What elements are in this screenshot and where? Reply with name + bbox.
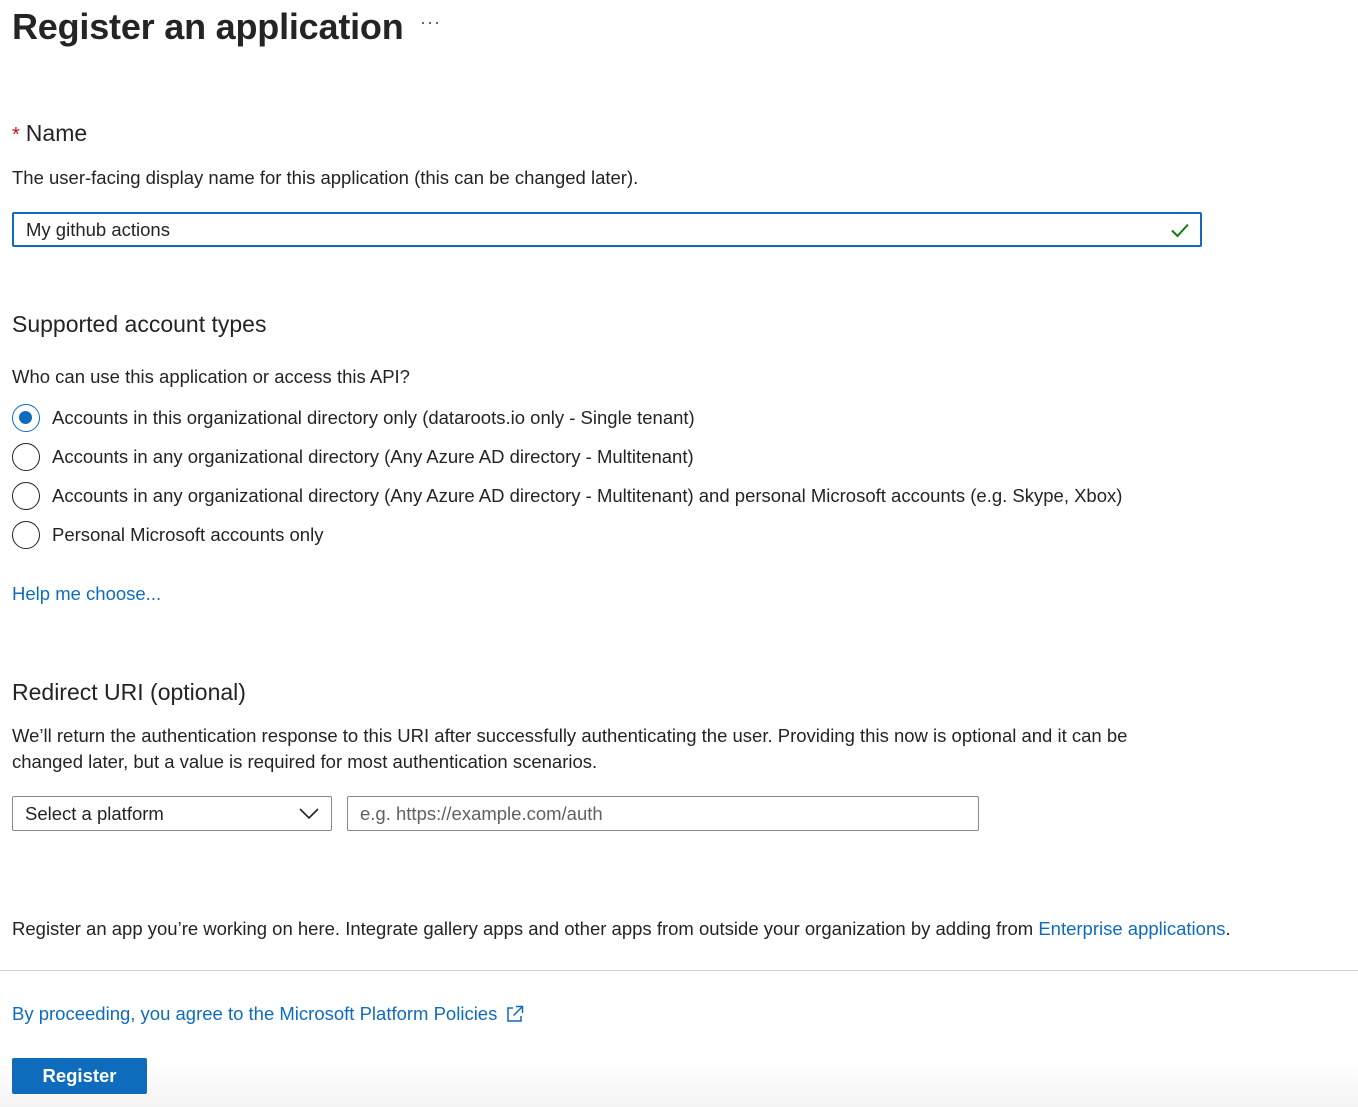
name-heading-label: Name	[25, 120, 88, 146]
more-options-button[interactable]: ···	[420, 12, 441, 32]
radio-button-selected[interactable]	[12, 404, 40, 432]
platform-select-value: Select a platform	[25, 802, 164, 824]
platform-policies-link[interactable]	[12, 1003, 525, 1025]
redirect-uri-input[interactable]	[347, 796, 979, 831]
info-text-suffix: .	[1225, 918, 1231, 939]
external-link-icon	[505, 1004, 525, 1024]
radio-multitenant-personal[interactable]	[12, 482, 1122, 510]
info-text-body: Register an app you’re working on here. Integrate gallery apps and other apps from outside your organization by adding from	[12, 918, 1039, 939]
footer-bar	[0, 1060, 1358, 1107]
name-input-wrapper	[12, 212, 1202, 247]
radio-label: Personal Microsoft accounts only	[52, 524, 324, 545]
redirect-heading: Redirect URI (optional)	[12, 679, 246, 705]
redirect-description: We’ll return the authentication response to this URI after successfully authenticating the user. Providing this now is optional and it can be changed later, but a value is required for most authentication scenarios.	[12, 725, 1128, 772]
radio-multitenant[interactable]	[12, 443, 694, 471]
account-types-heading: Supported account types	[12, 311, 267, 337]
name-input[interactable]	[14, 215, 1144, 245]
radio-label: Accounts in any organizational directory (Any Azure AD directory - Multitenant)	[52, 446, 694, 467]
radio-button[interactable]	[12, 443, 40, 471]
radio-button[interactable]	[12, 482, 40, 510]
radio-personal-only[interactable]	[12, 521, 323, 549]
radio-button[interactable]	[12, 521, 40, 549]
account-types-question: Who can use this application or access this API?	[12, 366, 410, 387]
check-icon	[1170, 220, 1190, 240]
help-me-choose-link[interactable]: Help me choose...	[12, 583, 162, 604]
radio-single-tenant[interactable]	[12, 404, 695, 432]
platform-select[interactable]	[12, 796, 332, 831]
enterprise-applications-link[interactable]: Enterprise applications	[1038, 918, 1226, 939]
divider	[0, 970, 1358, 971]
chevron-down-icon	[299, 807, 319, 821]
name-description: The user-facing display name for this application (this can be changed later).	[12, 167, 639, 188]
radio-label: Accounts in any organizational directory (Any Azure AD directory - Multitenant) and personal Microsoft accounts (e.g. Skype, Xbox)	[52, 485, 1123, 506]
name-heading	[12, 120, 87, 147]
required-star: *	[12, 124, 20, 146]
platform-policies-label: By proceeding, you agree to the Microsoft Platform Policies	[12, 1003, 498, 1024]
page-title: Register an application	[12, 6, 404, 47]
radio-label: Accounts in this organizational directory only (dataroots.io only - Single tenant)	[52, 407, 695, 428]
info-text	[12, 916, 1231, 942]
register-button[interactable]: Register	[12, 1058, 147, 1094]
